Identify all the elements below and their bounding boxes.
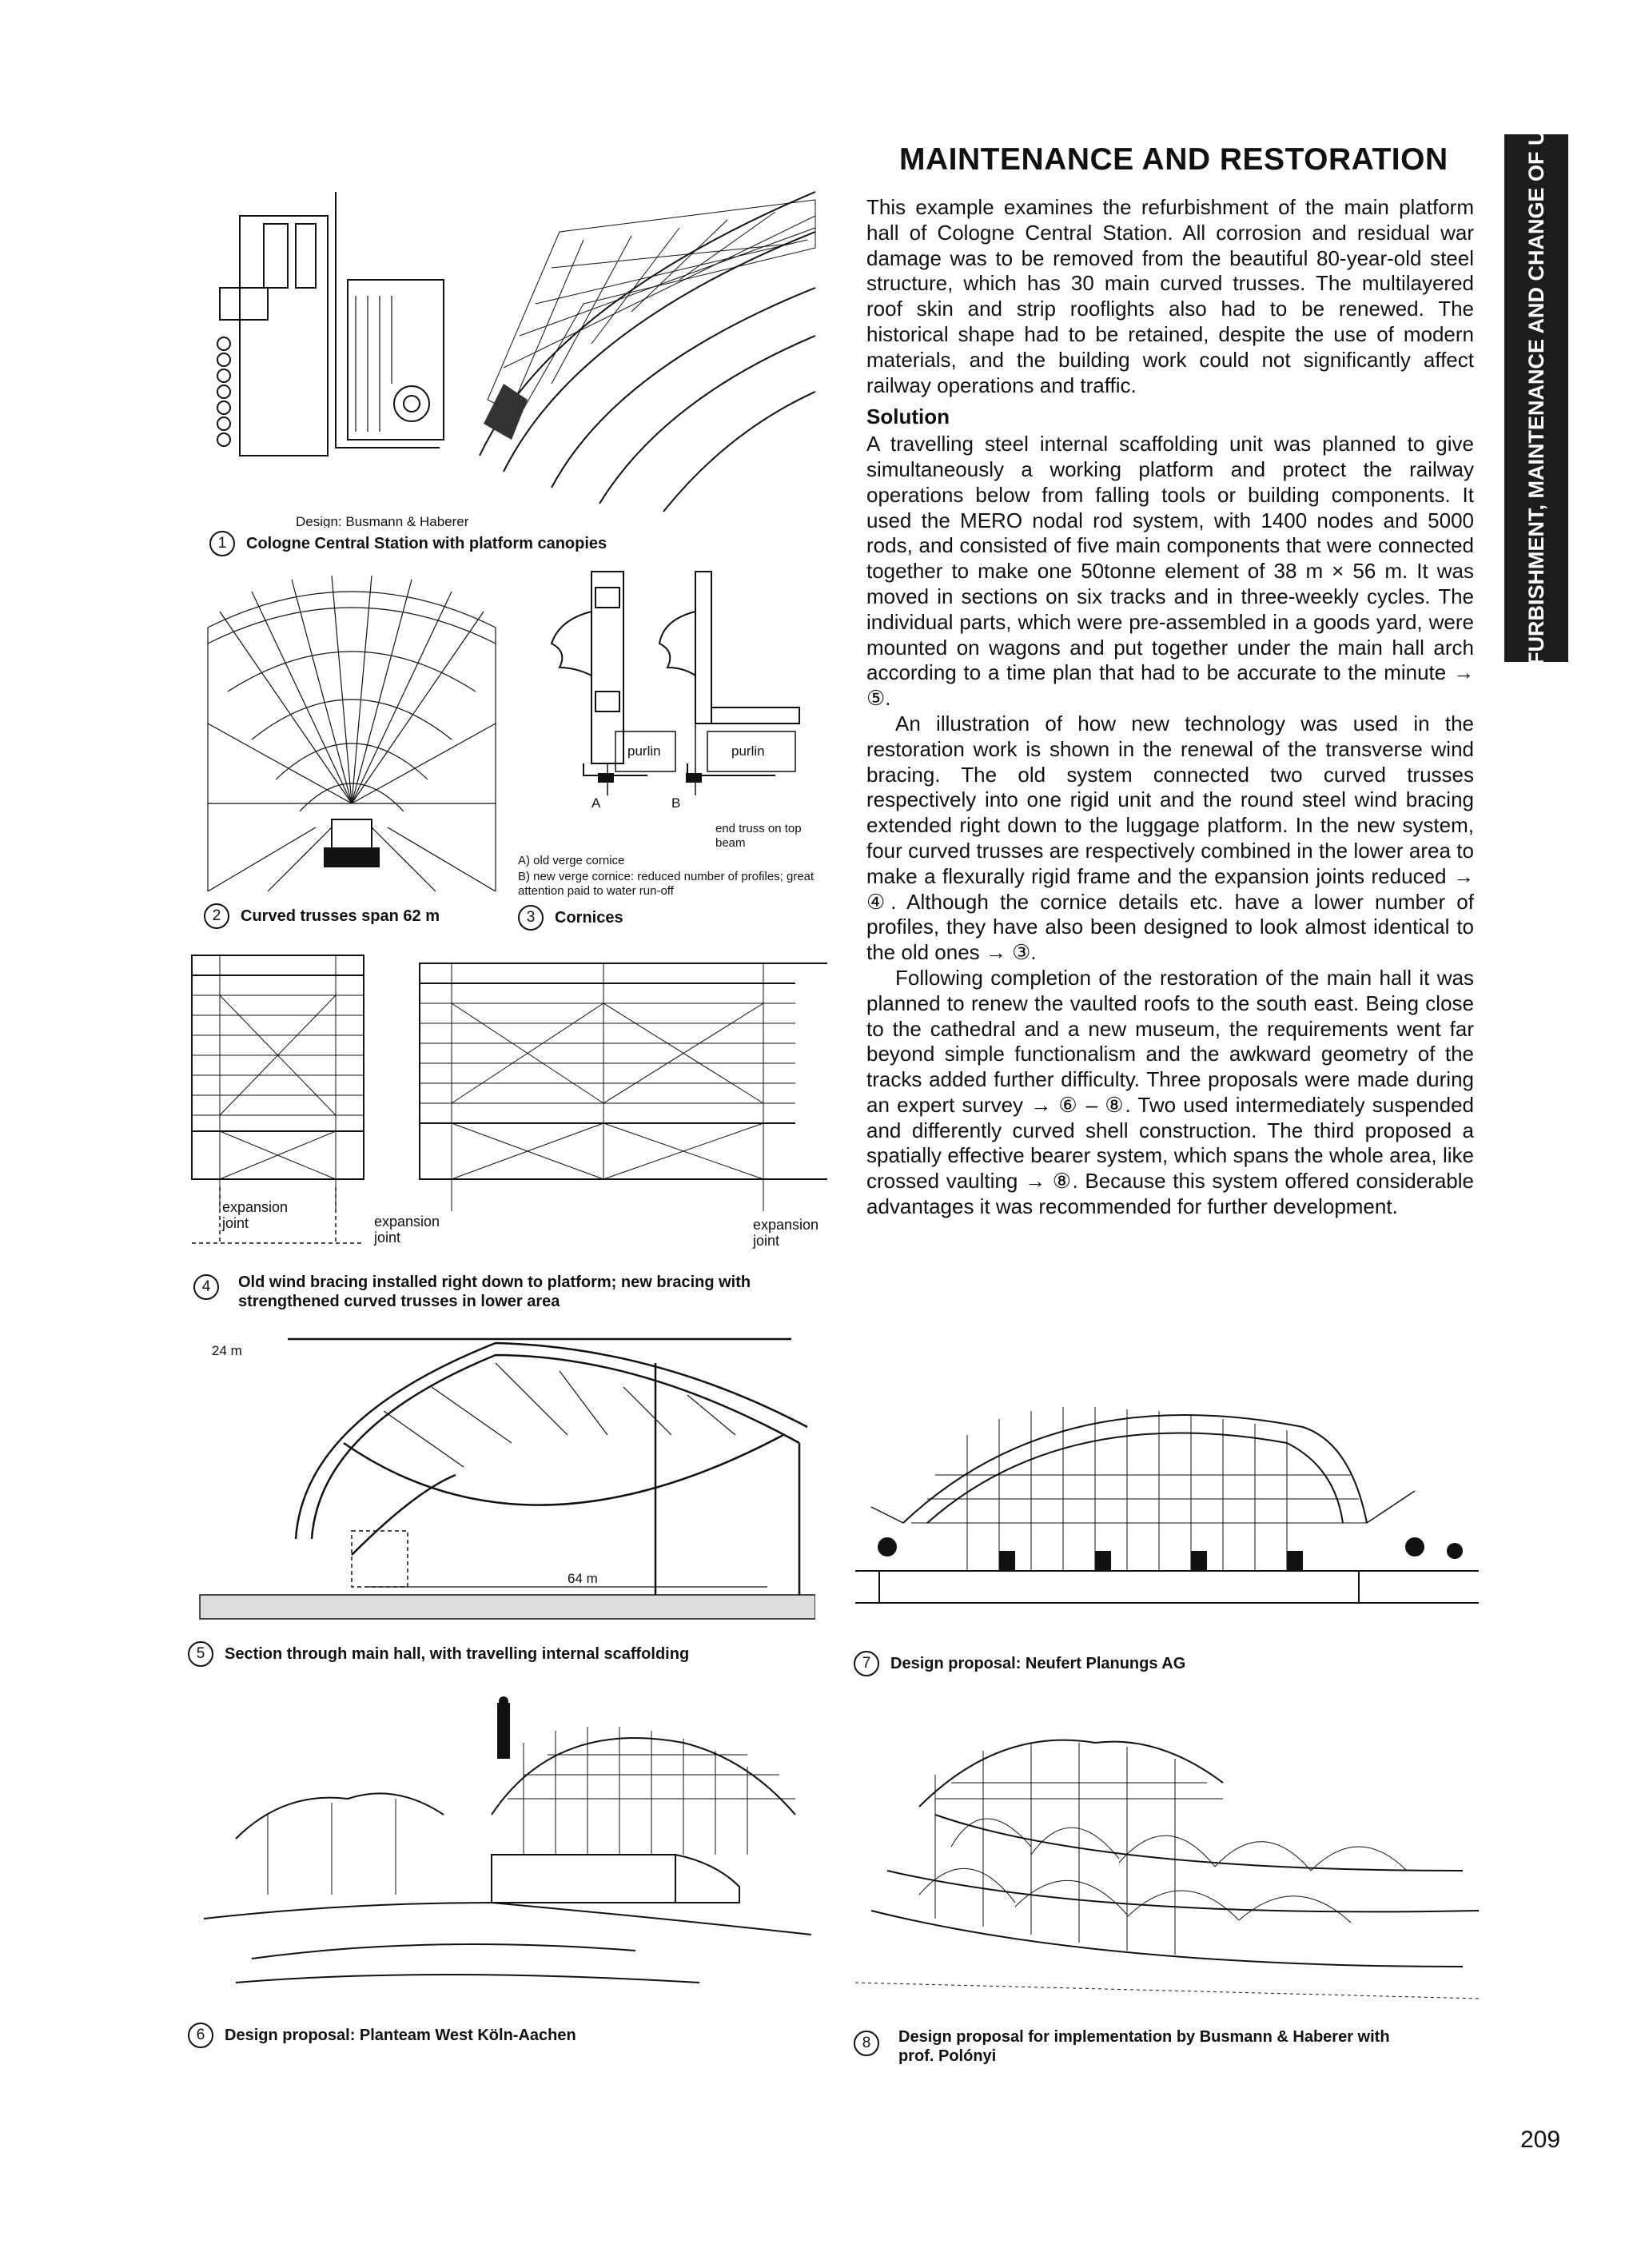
section-tab	[1504, 101, 1568, 696]
figure-3-caption-text: Cornices	[555, 909, 623, 927]
figure-2-caption	[204, 903, 440, 929]
figure-1-site-plan	[216, 184, 823, 528]
section-tab-label: REFURBISHMENT, MAINTENANCE AND CHANGE OF USE	[1524, 101, 1548, 696]
paragraph-intro: This example examines the refurbishment of the main platform hall of Cologne Central Station. All corrosion and residual war damage was to be removed from the beautiful 80-year-old steel structure, which has 30 main curved trusses. The multilayered roof skin and strip rooflights also had to be renewed. The historical shape had to be retained, despite the use of modern materials, and the building work could not significantly affect railway operations and traffic.	[866, 195, 1474, 397]
figure-6-number: 6	[188, 2023, 213, 2048]
figure-2-caption-text: Curved trusses span 62 m	[241, 907, 440, 925]
paragraph-wind-bracing: An illustration of how new technology was used in the restoration work is shown in the renewal of the transverse wind bracing. The old system connected two curved trusses respectively into one rigid unit and the round steel wind bracing extended right down to the luggage platform. In the new system, four curved trusses are respectively combined in the lower area to make a flexurally rigid frame and the expansion joints reduced → ④. Although the cornice details etc. have a lower number of profiles, they have also been designed to look almost identical to the old ones → ③.	[866, 711, 1474, 965]
figure-3-note-a: A) old verge cornice	[518, 854, 625, 867]
figure-4-caption	[193, 1273, 809, 1311]
figure-1-credit: Design: Busmann & Haberer	[296, 514, 469, 528]
figure-8-caption	[854, 2027, 1429, 2066]
figure-1-number: 1	[209, 531, 235, 556]
figure-5-span: 64 m	[568, 1571, 598, 1586]
figure-5-caption-text: Section through main hall, with travelling internal scaffolding	[225, 1645, 690, 1663]
page-number: 209	[1520, 2126, 1561, 2153]
figure-8-proposal	[855, 1711, 1487, 2023]
figure-3-label-a: A	[591, 795, 601, 811]
figure-7-proposal	[855, 1379, 1479, 1643]
figure-3-cornices	[528, 564, 831, 863]
figure-3-purlin-a: purlin	[627, 743, 661, 759]
figure-4-caption-text: Old wind bracing installed right down to platform; new bracing with strengthened curved trusses in lower area	[238, 1274, 751, 1310]
figure-7-caption-text: Design proposal: Neufert Planungs AG	[890, 1655, 1186, 1672]
page-title: MAINTENANCE AND RESTORATION	[899, 142, 1448, 177]
figure-3-caption	[518, 905, 623, 931]
figure-3-end-truss-label: end truss on top beam	[715, 822, 802, 850]
figure-6-caption	[188, 2023, 576, 2048]
figure-6-caption-text: Design proposal: Planteam West Köln-Aachen	[225, 2027, 576, 2044]
figure-7-number: 7	[854, 1651, 879, 1676]
figure-5-caption	[188, 1641, 689, 1667]
figure-5-number: 5	[188, 1641, 213, 1667]
figure-4-number: 4	[193, 1274, 219, 1300]
figure-4-expansion-3: expansion joint	[753, 1217, 833, 1249]
figure-8-number: 8	[854, 2031, 879, 2056]
figure-8-caption-text: Design proposal for implementation by Busmann & Haberer with prof. Polónyi	[898, 2028, 1390, 2065]
figure-3-number: 3	[518, 905, 544, 931]
figure-2-trusses	[204, 564, 500, 899]
figure-5-section	[192, 1331, 815, 1635]
paragraph-solution: A travelling steel internal scaffolding unit was planned to give simultaneously a working platform and protect the railway operations below from falling tools or building components. It used the MERO nodal rod system, with 1400 nodes and 5000 rods, and consisted of five main components that were connected together to make one 50tonne element of 38 m × 56 m. It was moved in sections on six tracks and in three-weekly cycles. The individual parts, which were pre-assembled in a goods yard, were mounted on wagons and put together under the main hall arch according to a time plan that had to be accurate to the minute → ⑤.	[866, 432, 1474, 711]
figure-7-caption	[854, 1651, 1185, 1676]
figure-6-proposal	[188, 1695, 819, 2015]
figure-3-label-b: B	[671, 795, 681, 811]
figure-1-caption-text: Cologne Central Station with platform canopies	[246, 535, 607, 552]
solution-heading: Solution	[866, 405, 950, 429]
body-text	[866, 195, 1474, 1220]
paragraph-proposals: Following completion of the restoration of the main hall it was planned to renew the vaulted roofs to the south east. Being close to the cathedral and a new museum, the requirements went far beyond simple functionalism and the awkward geometry of the tracks added further difficulty. Three proposals were made during an expert survey → ⑥ – ⑧. Two used intermediately suspended and differently curved shell construction. The third proposed a spatially effective bearer system, which spans the whole area, like crossed vaulting → ⑧. Because this system offered considerable advantages it was recommended for further development.	[866, 965, 1474, 1219]
figure-4-expansion-1: expansion joint	[222, 1199, 310, 1231]
figure-3-purlin-b: purlin	[731, 743, 765, 759]
figure-4-expansion-2: expansion joint	[374, 1214, 454, 1246]
figure-2-number: 2	[204, 903, 229, 929]
figure-5-height: 24 m	[212, 1343, 242, 1358]
figure-3-note-b: B) new verge cornice: reduced number of profiles; great attention paid to water run-off	[518, 870, 815, 898]
figure-1-caption	[209, 531, 607, 556]
